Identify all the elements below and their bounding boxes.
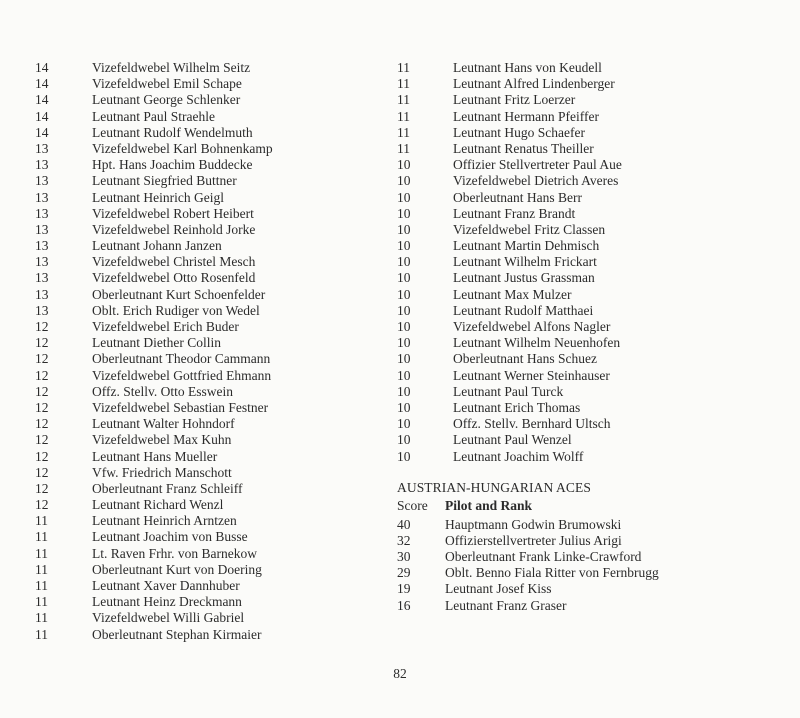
- ace-row: [397, 238, 659, 254]
- ace-pilot-name: Leutnant George Schlenker: [92, 92, 241, 108]
- ace-score: 10: [397, 335, 411, 351]
- ace-pilot-name: Leutnant Diether Collin: [92, 335, 221, 351]
- ace-score: 13: [35, 286, 49, 302]
- ace-row: [397, 533, 659, 549]
- ace-score: 12: [35, 351, 49, 367]
- ace-score: 10: [397, 399, 411, 415]
- ace-score: 11: [35, 561, 48, 577]
- right-column: [397, 60, 659, 614]
- ace-pilot-name: Leutnant Wilhelm Neuenhofen: [453, 335, 621, 351]
- ace-score: 13: [35, 302, 49, 318]
- ace-score: 13: [35, 189, 49, 205]
- ace-pilot-name: Vizefeldwebel Emil Schape: [92, 76, 242, 92]
- ace-row: [397, 319, 659, 335]
- ace-row: [397, 157, 659, 173]
- ace-row: [35, 254, 273, 270]
- ace-score: 12: [35, 319, 49, 334]
- ace-pilot-name: Vizefeldwebel Sebastian Festner: [92, 399, 269, 415]
- ace-row: [397, 270, 659, 286]
- ace-score: 14: [35, 108, 49, 124]
- ace-row: [397, 517, 659, 533]
- ace-row: [35, 610, 273, 626]
- ace-pilot-name: Leutnant Hermann Pfeiffer: [453, 108, 599, 124]
- ace-pilot-name: Leutnant Fritz Loerzer: [453, 92, 576, 108]
- ace-score: 10: [397, 302, 411, 318]
- ace-pilot-name: Leutnant Walter Hohndorf: [92, 416, 235, 432]
- ace-pilot-name: Leutnant Siegfried Buttner: [92, 173, 237, 189]
- ace-score: 10: [397, 432, 411, 448]
- ace-row: [35, 303, 273, 319]
- ace-score: 12: [35, 367, 49, 383]
- ace-pilot-name: Oblt. Benno Fiala Ritter von Fernbrugg: [445, 565, 659, 581]
- ace-pilot-name: Leutnant Erich Thomas: [453, 399, 581, 415]
- ace-score: 11: [35, 529, 48, 545]
- ace-row: [397, 432, 659, 448]
- ace-score: 14: [35, 92, 49, 108]
- ace-pilot-name: Leutnant Max Mulzer: [453, 286, 572, 302]
- ace-score: 13: [35, 205, 49, 221]
- ace-row: [35, 368, 273, 384]
- ace-row: [35, 627, 273, 643]
- ace-pilot-name: Vizefeldwebel Fritz Classen: [453, 221, 606, 237]
- ace-score: 10: [397, 319, 411, 334]
- ace-pilot-name: Leutnant Heinrich Geigl: [92, 189, 224, 205]
- ace-row: [35, 173, 273, 189]
- ace-row: [397, 190, 659, 206]
- ace-pilot-name: Leutnant Paul Straehle: [92, 108, 215, 124]
- ace-row: [397, 92, 659, 108]
- ace-score: 12: [35, 448, 49, 464]
- ace-score: 13: [35, 254, 49, 270]
- ace-row: [35, 449, 273, 465]
- ace-score: 10: [397, 416, 411, 432]
- ace-pilot-name: Leutnant Paul Turck: [453, 383, 564, 399]
- ace-row: [35, 319, 273, 335]
- ace-score: 11: [397, 60, 410, 75]
- ace-pilot-name: Leutnant Josef Kiss: [445, 581, 552, 597]
- ace-pilot-name: Leutnant Xaver Dannhuber: [92, 578, 240, 593]
- pilot-rank-column-header: Pilot and Rank: [445, 497, 533, 513]
- ace-score: 13: [35, 221, 49, 237]
- ace-pilot-name: Leutnant Rudolf Wendelmuth: [92, 124, 253, 140]
- ace-pilot-name: Offizierstellvertreter Julius Arigi: [445, 532, 622, 548]
- ace-row: [35, 497, 273, 513]
- ace-score: 10: [397, 286, 411, 302]
- ace-row: [397, 222, 659, 238]
- ace-pilot-name: Offz. Stellv. Bernhard Ultsch: [453, 416, 611, 432]
- ace-score: 10: [397, 367, 411, 383]
- ace-row: [397, 303, 659, 319]
- ace-score: 13: [35, 270, 49, 286]
- ace-score: 11: [35, 545, 48, 561]
- ace-score: 13: [35, 238, 49, 254]
- ace-row: [35, 190, 273, 206]
- ace-row: [397, 287, 659, 303]
- ace-pilot-name: Vizefeldwebel Gottfried Ehmann: [92, 367, 272, 383]
- ace-row: [35, 562, 273, 578]
- ace-row: [397, 416, 659, 432]
- ace-pilot-name: Leutnant Joachim Wolff: [453, 448, 584, 464]
- ace-pilot-name: Oberleutnant Kurt Schoenfelder: [92, 286, 266, 302]
- ace-row: [397, 351, 659, 367]
- ace-pilot-name: Leutnant Heinrich Arntzen: [92, 513, 237, 529]
- ace-row: [35, 594, 273, 610]
- ace-pilot-name: Vizefeldwebel Erich Buder: [92, 319, 239, 334]
- ace-row: [35, 465, 273, 481]
- ace-score: 16: [397, 597, 411, 613]
- ace-row: [35, 157, 273, 173]
- ace-row: [35, 400, 273, 416]
- ace-score: 13: [35, 173, 49, 189]
- ace-score: 12: [35, 497, 49, 513]
- ace-row: [35, 109, 273, 125]
- ace-score: 10: [397, 205, 411, 221]
- ace-score: 11: [397, 140, 410, 156]
- ace-score: 30: [397, 549, 411, 565]
- ace-score: 10: [397, 383, 411, 399]
- ace-score: 12: [35, 416, 49, 432]
- ace-row: [35, 513, 273, 529]
- ace-row: [35, 416, 273, 432]
- ace-pilot-name: Oberleutnant Stephan Kirmaier: [92, 626, 262, 642]
- ace-row: [397, 598, 659, 614]
- ace-pilot-name: Leutnant Paul Wenzel: [453, 432, 572, 448]
- ace-score: 10: [397, 173, 411, 189]
- ace-score: 11: [35, 594, 48, 610]
- ace-row: [35, 384, 273, 400]
- ace-score: 11: [397, 108, 410, 124]
- ace-pilot-name: Vizefeldwebel Dietrich Averes: [453, 173, 619, 189]
- ace-pilot-name: Leutnant Richard Wenzl: [92, 497, 224, 513]
- ace-score: 10: [397, 270, 411, 286]
- ace-pilot-name: Oberleutnant Kurt von Doering: [92, 561, 262, 577]
- right-column-ace-list: [397, 60, 659, 465]
- ace-pilot-name: Oberleutnant Hans Schuez: [453, 351, 597, 367]
- ace-score: 11: [397, 124, 410, 140]
- ace-score: 32: [397, 532, 411, 548]
- ace-row: [35, 578, 273, 594]
- ace-row: [35, 222, 273, 238]
- ace-pilot-name: Hpt. Hans Joachim Buddecke: [92, 157, 253, 173]
- austrian-ace-list: [397, 517, 659, 614]
- ace-pilot-name: Vizefeldwebel Karl Bohnenkamp: [92, 140, 273, 156]
- ace-row: [35, 60, 273, 76]
- ace-pilot-name: Vizefeldwebel Alfons Nagler: [453, 319, 611, 334]
- ace-score: 29: [397, 565, 411, 581]
- ace-row: [397, 141, 659, 157]
- ace-pilot-name: Leutnant Joachim von Busse: [92, 529, 248, 545]
- ace-score: 10: [397, 189, 411, 205]
- ace-row: [397, 581, 659, 597]
- ace-pilot-name: Leutnant Renatus Theiller: [453, 140, 594, 156]
- ace-row: [35, 335, 273, 351]
- ace-score: 10: [397, 351, 411, 367]
- ace-pilot-name: Leutnant Martin Dehmisch: [453, 238, 600, 254]
- ace-score: 11: [35, 578, 48, 593]
- ace-row: [35, 287, 273, 303]
- ace-pilot-name: Leutnant Franz Brandt: [453, 205, 576, 221]
- ace-pilot-name: Leutnant Hugo Schaefer: [453, 124, 585, 140]
- ace-pilot-name: Leutnant Heinz Dreckmann: [92, 594, 242, 610]
- ace-row: [397, 400, 659, 416]
- ace-pilot-name: Leutnant Rudolf Matthaei: [453, 302, 594, 318]
- ace-pilot-name: Lt. Raven Frhr. von Barnekow: [92, 545, 257, 561]
- ace-pilot-name: Hauptmann Godwin Brumowski: [445, 516, 622, 532]
- ace-pilot-name: Vfw. Friedrich Manschott: [92, 464, 232, 480]
- ace-row: [35, 92, 273, 108]
- ace-pilot-name: Oberleutnant Franz Schleiff: [92, 480, 243, 496]
- ace-score: 11: [35, 513, 48, 529]
- ace-row: [35, 432, 273, 448]
- ace-pilot-name: Vizefeldwebel Otto Rosenfeld: [92, 270, 256, 286]
- ace-score: 10: [397, 238, 411, 254]
- ace-pilot-name: Vizefeldwebel Christel Mesch: [92, 254, 256, 270]
- ace-row: [397, 206, 659, 222]
- ace-pilot-name: Leutnant Werner Steinhauser: [453, 367, 610, 383]
- ace-row: [35, 481, 273, 497]
- austrian-table-header: [397, 497, 659, 515]
- ace-score: 40: [397, 516, 411, 532]
- ace-score: 11: [397, 76, 410, 92]
- ace-score: 10: [397, 254, 411, 270]
- ace-pilot-name: Vizefeldwebel Reinhold Jorke: [92, 221, 256, 237]
- ace-row: [35, 546, 273, 562]
- ace-pilot-name: Leutnant Justus Grassman: [453, 270, 595, 286]
- ace-pilot-name: Oblt. Erich Rudiger von Wedel: [92, 302, 260, 318]
- ace-row: [35, 76, 273, 92]
- ace-pilot-name: Leutnant Hans von Keudell: [453, 60, 602, 75]
- ace-score: 12: [35, 383, 49, 399]
- ace-pilot-name: Vizefeldwebel Robert Heibert: [92, 205, 254, 221]
- ace-score: 14: [35, 124, 49, 140]
- ace-pilot-name: Oberleutnant Hans Berr: [453, 189, 582, 205]
- ace-row: [35, 529, 273, 545]
- ace-score: 11: [35, 610, 48, 626]
- ace-pilot-name: Leutnant Wilhelm Frickart: [453, 254, 597, 270]
- ace-row: [397, 549, 659, 565]
- ace-row: [397, 173, 659, 189]
- ace-pilot-name: Leutnant Johann Janzen: [92, 238, 222, 254]
- ace-score: 10: [397, 221, 411, 237]
- ace-row: [397, 449, 659, 465]
- ace-score: 12: [35, 464, 49, 480]
- ace-pilot-name: Leutnant Hans Mueller: [92, 448, 218, 464]
- ace-score: 12: [35, 399, 49, 415]
- ace-score: 11: [35, 626, 48, 642]
- austrian-hungarian-section-title: AUSTRIAN-HUNGARIAN ACES: [397, 479, 591, 495]
- ace-pilot-name: Leutnant Alfred Lindenberger: [453, 76, 615, 92]
- ace-row: [397, 368, 659, 384]
- ace-score: 13: [35, 140, 49, 156]
- ace-pilot-name: Oberleutnant Frank Linke-Crawford: [445, 549, 642, 565]
- ace-row: [35, 125, 273, 141]
- ace-row: [397, 76, 659, 92]
- ace-score: 10: [397, 157, 411, 173]
- ace-row: [397, 125, 659, 141]
- ace-row: [35, 206, 273, 222]
- ace-pilot-name: Leutnant Franz Graser: [445, 597, 567, 613]
- ace-pilot-name: Vizefeldwebel Willi Gabriel: [92, 610, 245, 626]
- ace-row: [397, 384, 659, 400]
- ace-pilot-name: Vizefeldwebel Wilhelm Seitz: [92, 60, 251, 75]
- ace-pilot-name: Oberleutnant Theodor Cammann: [92, 351, 271, 367]
- ace-row: [397, 254, 659, 270]
- ace-score: 12: [35, 480, 49, 496]
- ace-pilot-name: Vizefeldwebel Max Kuhn: [92, 432, 232, 448]
- ace-score: 10: [397, 448, 411, 464]
- ace-row: [35, 238, 273, 254]
- ace-row: [397, 565, 659, 581]
- ace-score: 12: [35, 335, 49, 351]
- ace-score: 11: [397, 92, 410, 108]
- ace-row: [35, 351, 273, 367]
- left-column-ace-list: [35, 60, 273, 643]
- page-number: 82: [393, 666, 407, 681]
- ace-score: 19: [397, 581, 411, 597]
- ace-pilot-name: Offz. Stellv. Otto Esswein: [92, 383, 233, 399]
- ace-score: 14: [35, 76, 49, 92]
- ace-row: [35, 270, 273, 286]
- ace-row: [397, 109, 659, 125]
- ace-score: 14: [35, 60, 49, 75]
- ace-row: [35, 141, 273, 157]
- ace-row: [397, 335, 659, 351]
- ace-row: [397, 60, 659, 76]
- ace-score: 13: [35, 157, 49, 173]
- ace-pilot-name: Offizier Stellvertreter Paul Aue: [453, 157, 622, 173]
- ace-score: 12: [35, 432, 49, 448]
- score-column-header: Score: [397, 497, 428, 513]
